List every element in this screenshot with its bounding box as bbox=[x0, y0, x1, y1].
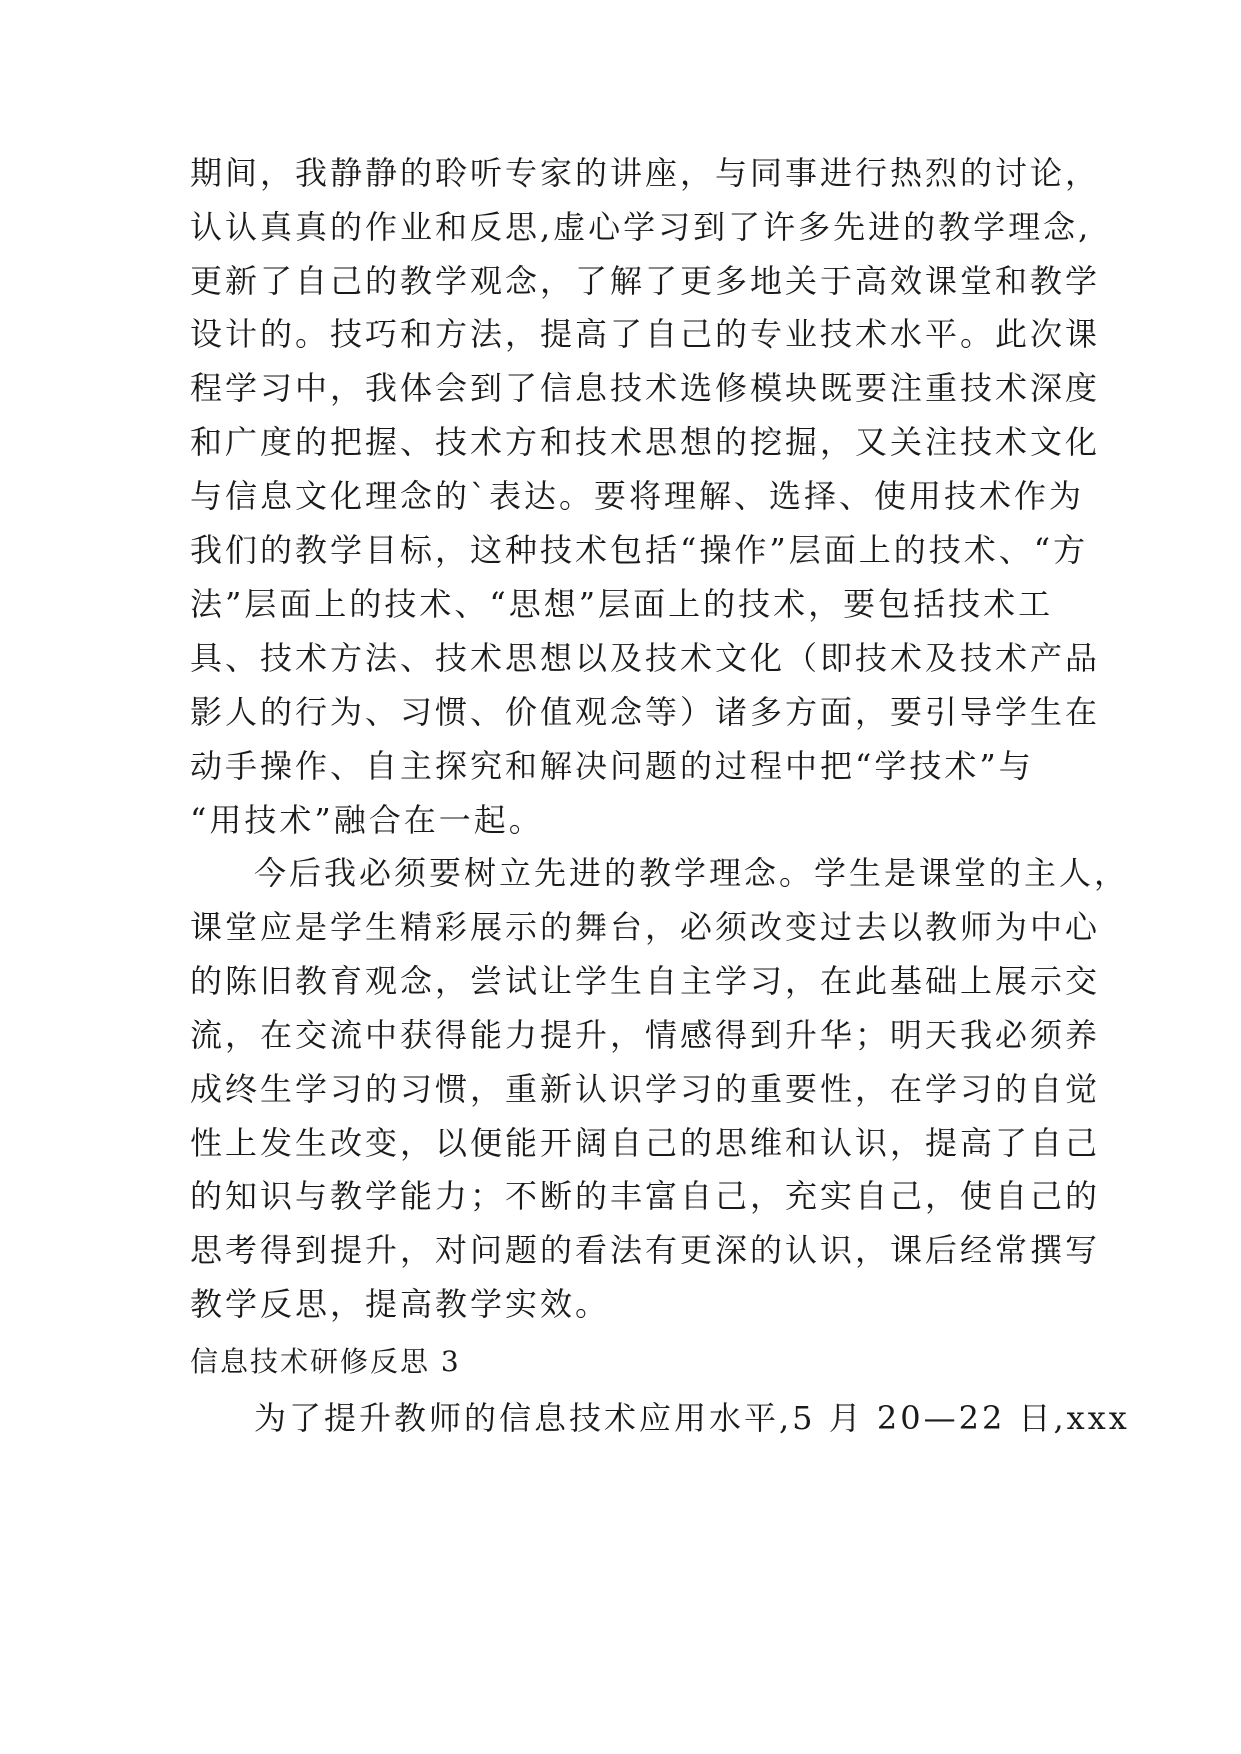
section-heading: 信息技术研修反思 3 bbox=[190, 1345, 461, 1378]
text-line: 我们的教学目标，这种技术包括“操作”层面上的技术、“方 bbox=[190, 531, 1089, 569]
text-line: 动手操作、自主探究和解决问题的过程中把“学技术”与 bbox=[190, 747, 1034, 785]
text-line: 思考得到提升，对问题的看法有更深的认识，课后经常撰写 bbox=[190, 1231, 1101, 1269]
text-line: 课堂应是学生精彩展示的舞台，必须改变过去以教师为中心 bbox=[190, 908, 1101, 946]
text-line: 与信息文化理念的`表达。要将理解、选择、使用技术作为 bbox=[190, 477, 1085, 515]
text-line: 和广度的把握、技术方和技术思想的挖掘，又关注技术文化 bbox=[190, 423, 1101, 461]
text-line: 法”层面上的技术、“思想”层面上的技术，要包括技术工 bbox=[190, 585, 1054, 623]
text-line: 的陈旧教育观念，尝试让学生自主学习，在此基础上展示交 bbox=[190, 962, 1101, 1000]
text-line: 的知识与教学能力；不断的丰富自己，充实自己，使自己的 bbox=[190, 1177, 1101, 1215]
text-line: 程学习中，我体会到了信息技术选修模块既要注重技术深度 bbox=[190, 369, 1101, 407]
paragraph-start-line: 为了提升教师的信息技术应用水平,5 月 20—22 日,xxx bbox=[254, 1399, 1130, 1437]
text-line: 认认真真的作业和反思,虚心学习到了许多先进的教学理念, bbox=[190, 208, 1092, 246]
text-line: 影人的行为、习惯、价值观念等）诸多方面，要引导学生在 bbox=[190, 693, 1101, 731]
text-line: 成终生学习的习惯，重新认识学习的重要性，在学习的自觉 bbox=[190, 1070, 1101, 1108]
text-line: 设计的。技巧和方法，提高了自己的专业技术水平。此次课 bbox=[190, 315, 1101, 353]
text-line: 性上发生改变，以便能开阔自己的思维和认识，提高了自己 bbox=[190, 1124, 1101, 1162]
text-line: 更新了自己的教学观念，了解了更多地关于高效课堂和教学 bbox=[190, 262, 1101, 300]
text-line: 流，在交流中获得能力提升，情感得到升华；明天我必须养 bbox=[190, 1016, 1101, 1054]
text-line: 具、技术方法、技术思想以及技术文化（即技术及技术产品 bbox=[190, 639, 1101, 677]
paragraph-start-line: 今后我必须要树立先进的教学理念。学生是课堂的主人， bbox=[254, 854, 1130, 892]
text-line: 教学反思，提高教学实效。 bbox=[190, 1285, 611, 1323]
text-line: 期间，我静静的聆听专家的讲座，与同事进行热烈的讨论， bbox=[190, 154, 1101, 192]
text-line: “用技术”融合在一起。 bbox=[190, 801, 544, 839]
